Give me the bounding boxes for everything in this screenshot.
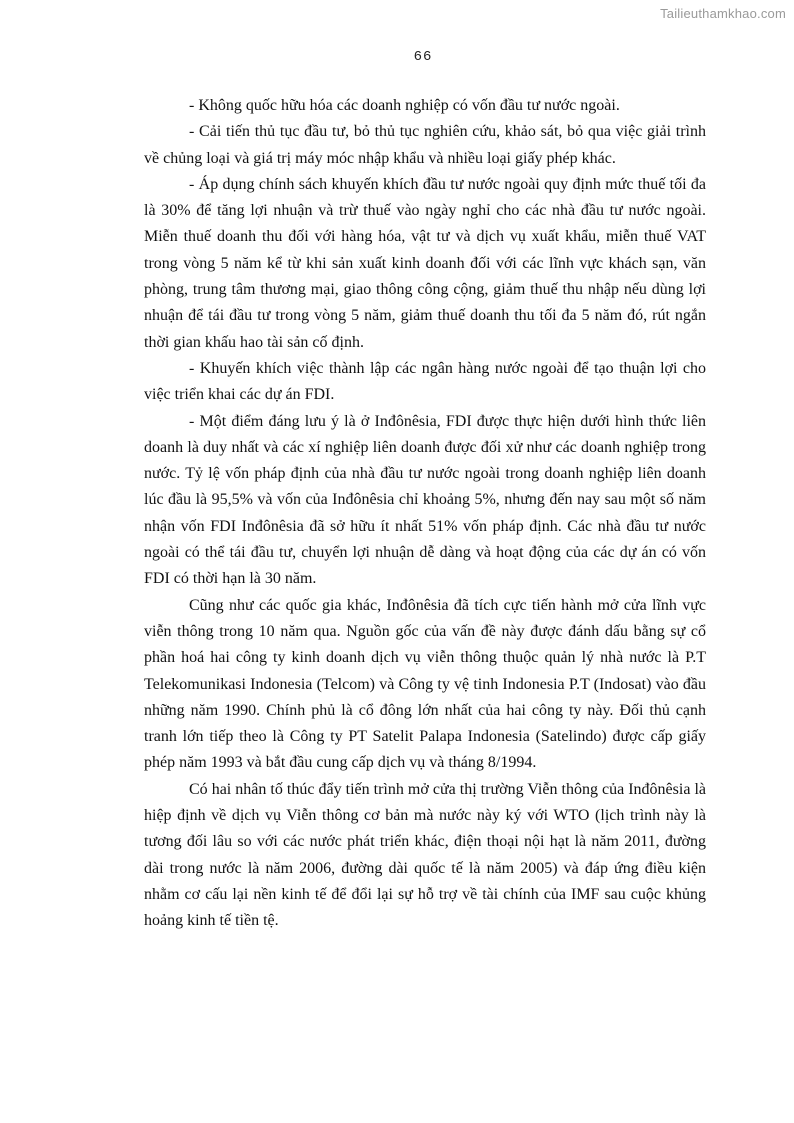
document-body bbox=[144, 93, 706, 935]
page-number: 66 bbox=[413, 49, 433, 65]
paragraph: - Một điểm đáng lưu ý là ở Inđônêsia, FDI được thực hiện dưới hình thức liên doanh là duy nhất và các xí nghiệp liên doanh được đối xử như các doanh nghiệp trong nước. Tỷ lệ vốn pháp định của nhà đầu tư nước ngoài trong doanh nghiệp liên doanh lúc đầu là 95,5% và vốn của Inđônêsia chỉ khoảng 5%, nhưng đến nay sau một số năm nhận vốn FDI Inđônêsia đã sở hữu ít nhất 51% vốn pháp định. Các nhà đầu tư nước ngoài có thể tái đầu tư, chuyển lợi nhuận dễ dàng và hoạt động của các dự án có vốn FDI có thời hạn là 30 năm. bbox=[144, 412, 706, 588]
paragraph: - Cải tiến thủ tục đầu tư, bỏ thủ tục nghiên cứu, khảo sát, bỏ qua việc giải trình về chủng loại và giá trị máy móc nhập khẩu và nhiều loại giấy phép khác. bbox=[144, 123, 706, 167]
paragraph: - Áp dụng chính sách khuyến khích đầu tư nước ngoài quy định mức thuế tối đa là 30% để tăng lợi nhuận và trừ thuế vào ngày nghỉ cho các nhà đầu tư nước ngoài. Miễn thuế doanh thu đối với hàng hóa, vật tư và dịch vụ xuất khẩu, miễn thuế VAT trong vòng 5 năm kể từ khi sản xuất kinh doanh đối với các lĩnh vực khách sạn, văn phòng, trung tâm thương mại, giao thông công cộng, giảm thuế thu nhập nếu dùng lợi nhuận để tái đầu tư trong vòng 5 năm, giảm thuế doanh thu tối đa 5 năm đó, rút ngắn thời gian khấu hao tài sản cố định. bbox=[144, 175, 706, 351]
paragraph: Có hai nhân tố thúc đẩy tiến trình mở cửa thị trường Viễn thông của Inđônêsia là hiệp định về dịch vụ Viễn thông cơ bản mà nước này ký với WTO (lịch trình này là tương đối lâu so với các nước phát triển khác, điện thoại nội hạt là năm 2011, đường dài trong nước là năm 2006, đường dài quốc tế là năm 2005) và đáp ứng điều kiện nhằm cơ cấu lại nền kinh tế để đổi lại sự hỗ trợ về tài chính của IMF sau cuộc khủng hoảng kinh tế tiền tệ. bbox=[144, 780, 706, 930]
watermark: Tailieuthamkhao.com bbox=[660, 6, 786, 21]
paragraph: - Khuyến khích việc thành lập các ngân hàng nước ngoài để tạo thuận lợi cho việc triển khai các dự án FDI. bbox=[144, 359, 706, 404]
paragraph: - Không quốc hữu hóa các doanh nghiệp có vốn đầu tư nước ngoài. bbox=[189, 97, 620, 114]
paragraph: Cũng như các quốc gia khác, Inđônêsia đã tích cực tiến hành mở cửa lĩnh vực viễn thông trong 10 năm qua. Nguồn gốc của vấn đề này được đánh dấu bằng sự cổ phần hoá hai công ty kinh doanh dịch vụ viễn thông thuộc quản lý nhà nước là P.T Telekomunikasi Indonesia (Telcom) và Công ty vệ tinh Indonesia P.T (Indosat) vào đầu những năm 1990. Chính phủ là cổ đông lớn nhất của hai công ty này. Đối thủ cạnh tranh lớn tiếp theo là Công ty PT Satelit Palapa Indonesia (Satelindo) được cấp giấy phép năm 1993 và bắt đầu cung cấp dịch vụ và tháng 8/1994. bbox=[144, 596, 706, 772]
